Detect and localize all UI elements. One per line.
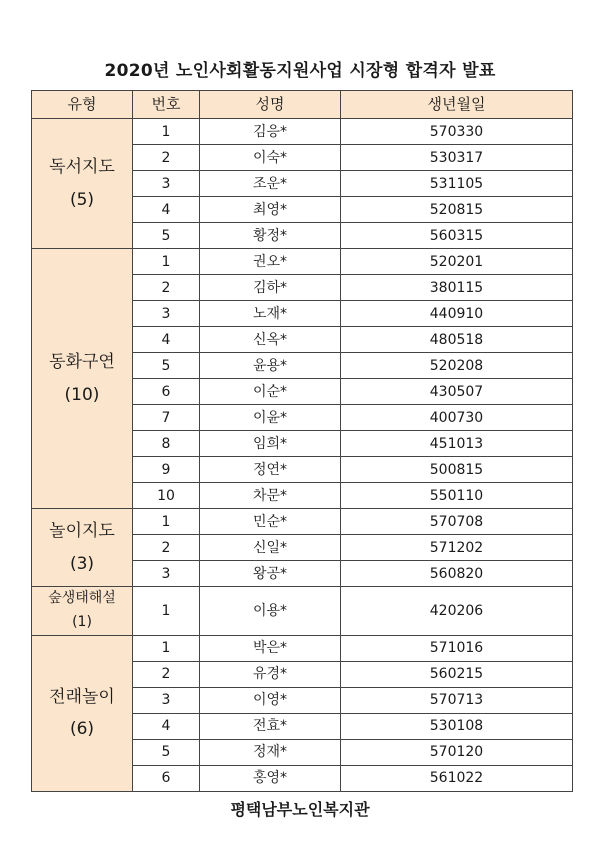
number-cell: 4 xyxy=(133,713,200,739)
category-cell xyxy=(32,509,133,587)
number-cell: 5 xyxy=(133,223,200,249)
table-row xyxy=(32,635,573,661)
category-cell xyxy=(32,249,133,509)
birthdate-cell: 451013 xyxy=(341,431,573,457)
category-count: (10) xyxy=(64,384,100,405)
birthdate-cell: 560315 xyxy=(341,223,573,249)
table-row xyxy=(32,119,573,145)
name-cell: 권오* xyxy=(200,249,341,275)
number-cell: 8 xyxy=(133,431,200,457)
birthdate-cell: 560820 xyxy=(341,561,573,587)
birthdate-cell: 520201 xyxy=(341,249,573,275)
category-count: (3) xyxy=(69,553,95,574)
name-cell: 이순* xyxy=(200,379,341,405)
name-cell: 황정* xyxy=(200,223,341,249)
name-cell: 이영* xyxy=(200,687,341,713)
table-body xyxy=(32,119,573,792)
birthdate-cell: 570120 xyxy=(341,739,573,765)
number-cell: 1 xyxy=(133,587,200,636)
category-count: (5) xyxy=(69,189,95,210)
birthdate-cell: 520815 xyxy=(341,197,573,223)
birthdate-cell: 550110 xyxy=(341,483,573,509)
number-cell: 3 xyxy=(133,687,200,713)
birthdate-cell: 520208 xyxy=(341,353,573,379)
birthdate-cell: 480518 xyxy=(341,327,573,353)
name-cell: 왕공* xyxy=(200,561,341,587)
number-cell: 5 xyxy=(133,353,200,379)
birthdate-cell: 561022 xyxy=(341,765,573,791)
number-cell: 9 xyxy=(133,457,200,483)
number-cell: 3 xyxy=(133,561,200,587)
name-cell: 이숙* xyxy=(200,145,341,171)
birthdate-cell: 380115 xyxy=(341,275,573,301)
table-row xyxy=(32,587,573,636)
birthdate-cell: 430507 xyxy=(341,379,573,405)
number-cell: 2 xyxy=(133,145,200,171)
name-cell: 유경* xyxy=(200,661,341,687)
category-count: (1) xyxy=(72,613,92,630)
category-count: (6) xyxy=(69,719,95,740)
name-cell: 박은* xyxy=(200,635,341,661)
birthdate-cell: 531105 xyxy=(341,171,573,197)
birthdate-cell: 500815 xyxy=(341,457,573,483)
name-cell: 김하* xyxy=(200,275,341,301)
name-cell: 신옥* xyxy=(200,327,341,353)
applicant-table xyxy=(31,90,573,792)
header-number: 번호 xyxy=(133,91,200,119)
name-cell: 전효* xyxy=(200,713,341,739)
header-birthdate: 생년월일 xyxy=(341,91,573,119)
birthdate-cell: 420206 xyxy=(341,587,573,636)
name-cell: 홍영* xyxy=(200,765,341,791)
category-name: 전래놀이 xyxy=(49,686,115,707)
name-cell: 차문* xyxy=(200,483,341,509)
birthdate-cell: 571202 xyxy=(341,535,573,561)
birthdate-cell: 530108 xyxy=(341,713,573,739)
name-cell: 신일* xyxy=(200,535,341,561)
header-type: 유형 xyxy=(32,91,133,119)
name-cell: 윤용* xyxy=(200,353,341,379)
number-cell: 3 xyxy=(133,301,200,327)
category-cell xyxy=(32,119,133,249)
birthdate-cell: 530317 xyxy=(341,145,573,171)
number-cell: 5 xyxy=(133,739,200,765)
number-cell: 6 xyxy=(133,765,200,791)
number-cell: 1 xyxy=(133,249,200,275)
number-cell: 4 xyxy=(133,197,200,223)
category-name: 동화구연 xyxy=(49,352,115,373)
birthdate-cell: 570330 xyxy=(341,119,573,145)
number-cell: 4 xyxy=(133,327,200,353)
name-cell: 최영* xyxy=(200,197,341,223)
number-cell: 10 xyxy=(133,483,200,509)
birthdate-cell: 560215 xyxy=(341,661,573,687)
name-cell: 민순* xyxy=(200,509,341,535)
number-cell: 6 xyxy=(133,379,200,405)
organization-name: 평택남부노인복지관 xyxy=(230,800,370,819)
name-cell: 정연* xyxy=(200,457,341,483)
category-cell xyxy=(32,587,133,636)
name-cell: 정재* xyxy=(200,739,341,765)
birthdate-cell: 570708 xyxy=(341,509,573,535)
table-row xyxy=(32,509,573,535)
number-cell: 3 xyxy=(133,171,200,197)
table-row xyxy=(32,249,573,275)
number-cell: 2 xyxy=(133,275,200,301)
number-cell: 2 xyxy=(133,661,200,687)
header-name: 성명 xyxy=(200,91,341,119)
number-cell: 1 xyxy=(133,509,200,535)
name-cell: 조운* xyxy=(200,171,341,197)
table-header-row xyxy=(32,91,573,119)
category-name: 숲생태해설 xyxy=(48,590,116,606)
number-cell: 1 xyxy=(133,119,200,145)
birthdate-cell: 571016 xyxy=(341,635,573,661)
name-cell: 임희* xyxy=(200,431,341,457)
number-cell: 1 xyxy=(133,635,200,661)
category-name: 놀이지도 xyxy=(49,521,115,542)
name-cell: 이윤* xyxy=(200,405,341,431)
number-cell: 2 xyxy=(133,535,200,561)
number-cell: 7 xyxy=(133,405,200,431)
name-cell: 김응* xyxy=(200,119,341,145)
category-cell xyxy=(32,635,133,791)
birthdate-cell: 440910 xyxy=(341,301,573,327)
birthdate-cell: 400730 xyxy=(341,405,573,431)
name-cell: 이용* xyxy=(200,587,341,636)
name-cell: 노재* xyxy=(200,301,341,327)
page-title: 2020년 노인사회활동지원사업 시장형 합격자 발표 xyxy=(104,61,496,81)
category-name: 독서지도 xyxy=(49,157,115,178)
birthdate-cell: 570713 xyxy=(341,687,573,713)
